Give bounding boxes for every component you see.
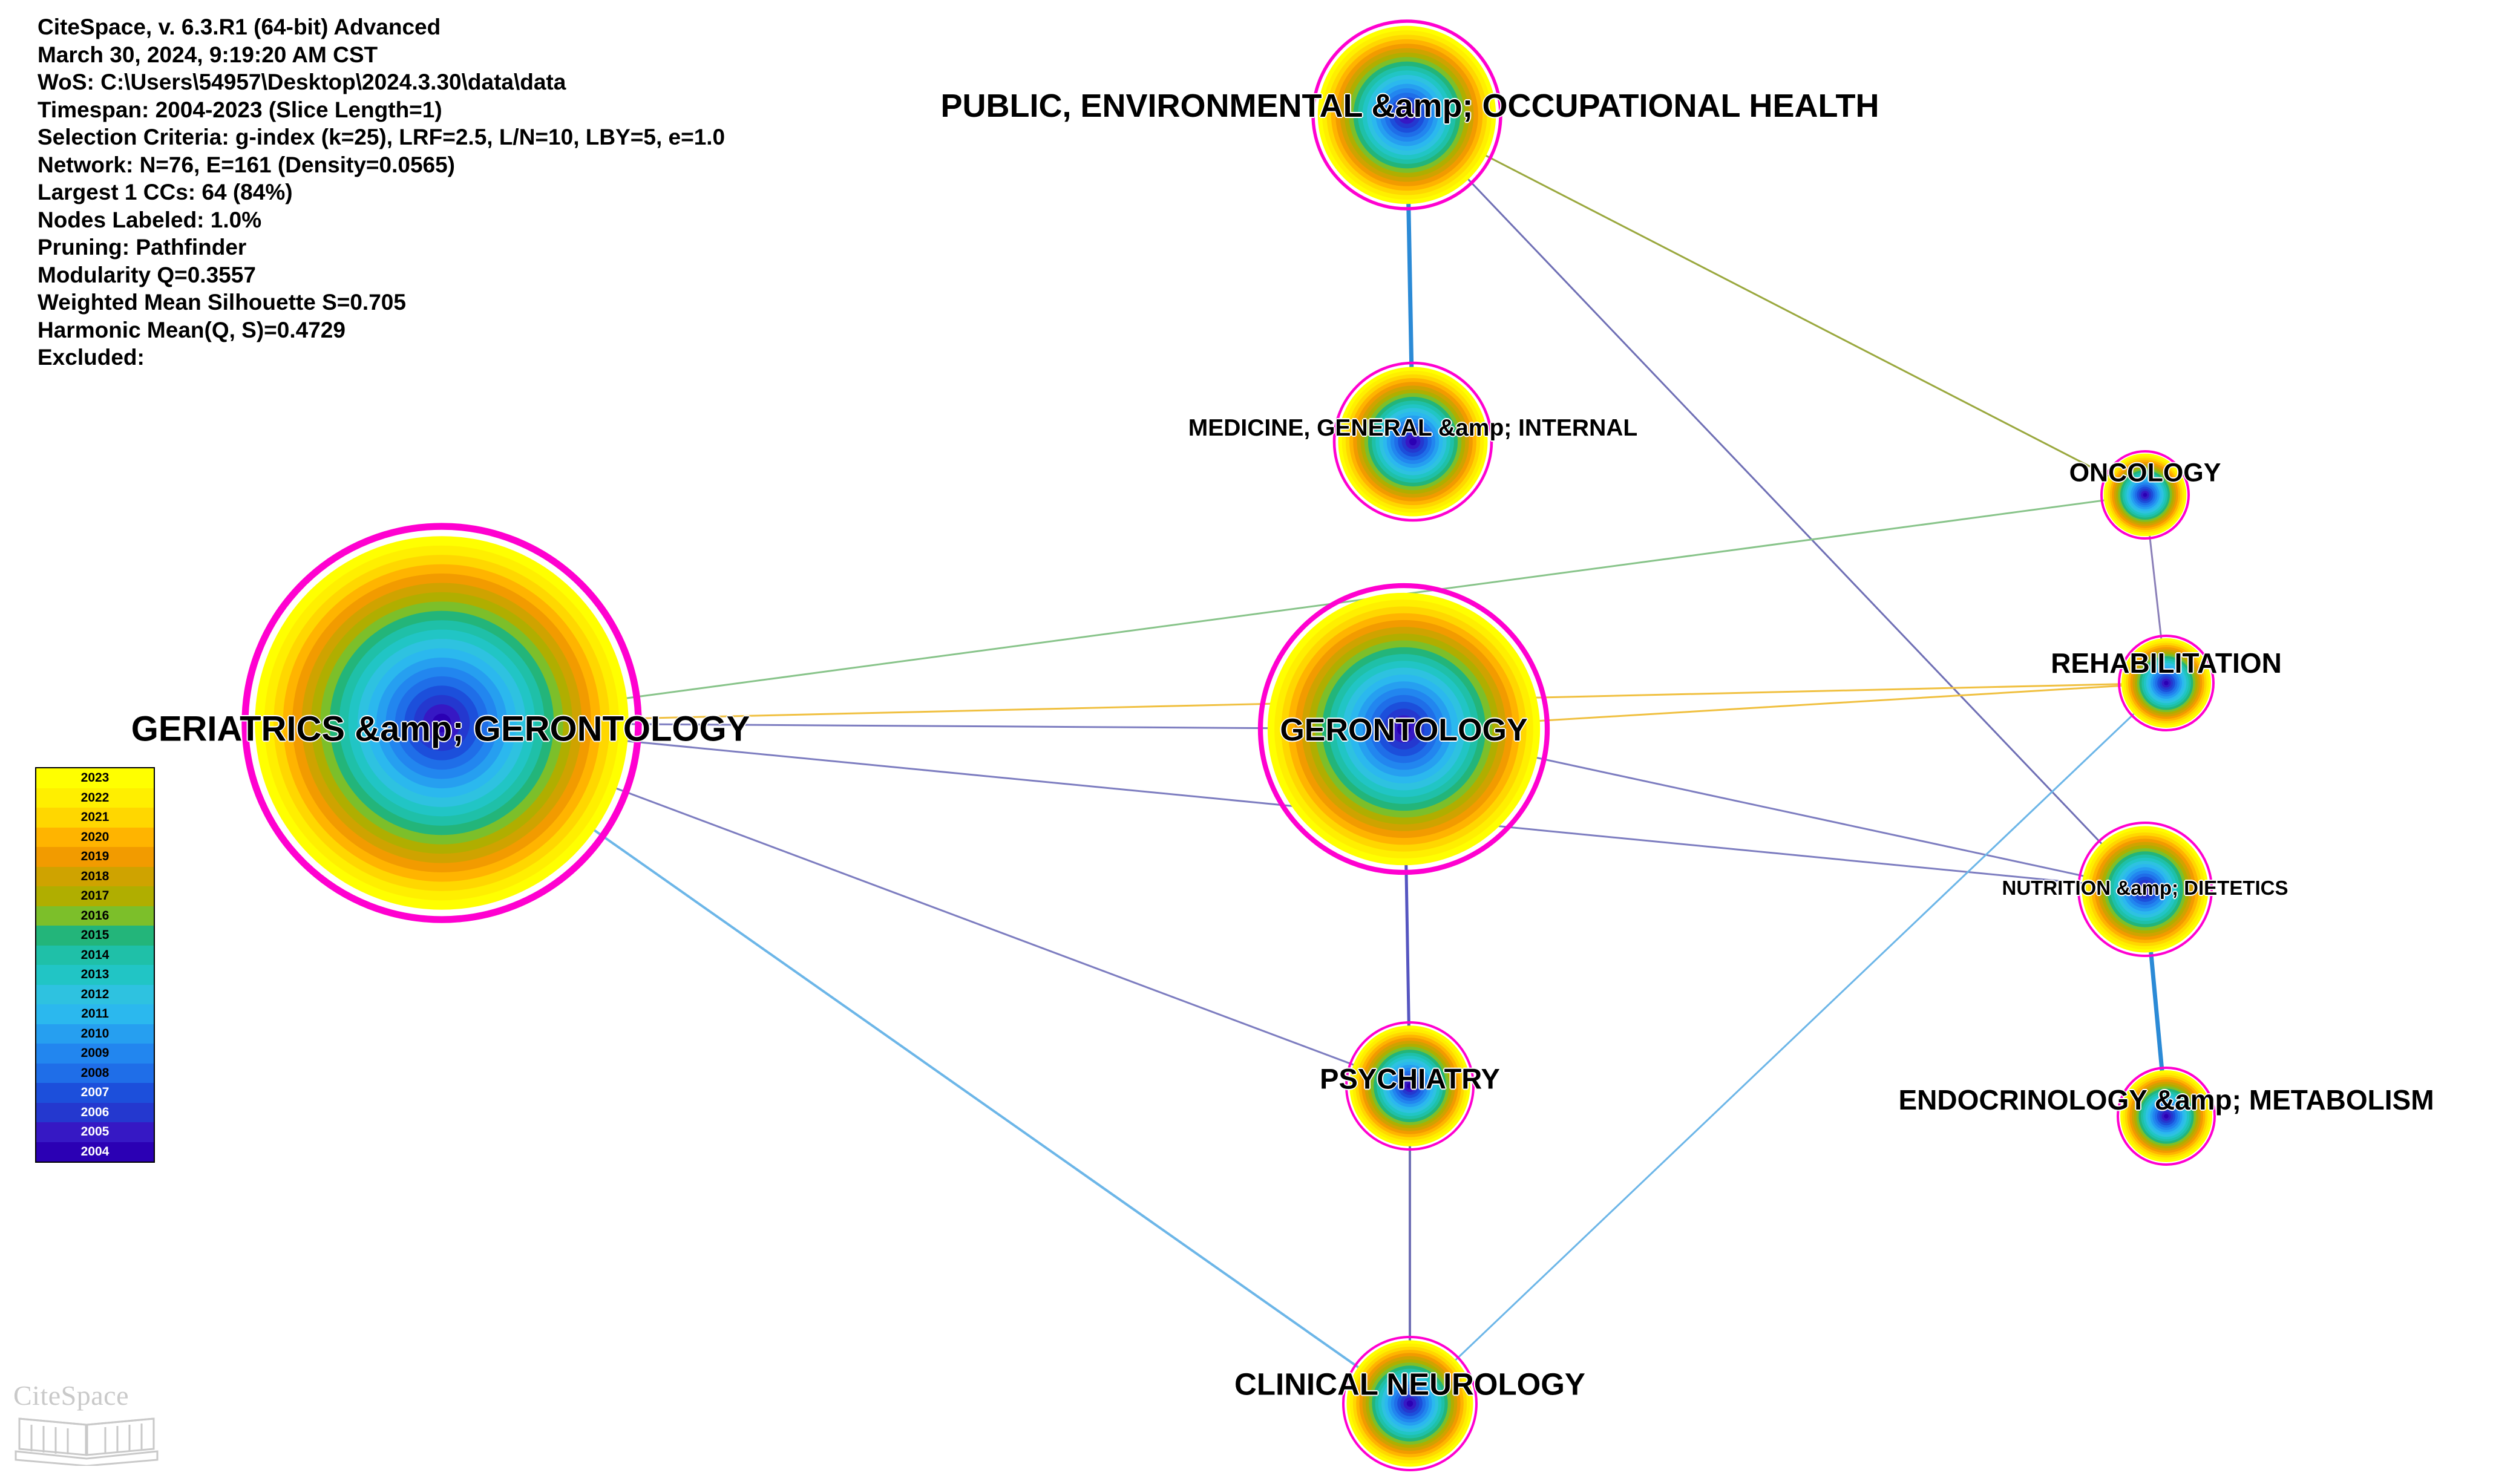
legend-row-2008: 2008: [36, 1064, 154, 1084]
node-label-psychiatry: PSYCHIATRY: [1320, 1062, 1500, 1095]
legend-row-2017: 2017: [36, 886, 154, 906]
info-line: Excluded:: [38, 345, 145, 370]
info-line: Harmonic Mean(Q, S)=0.4729: [38, 317, 346, 342]
node-label-endocrinology: ENDOCRINOLOGY &amp; METABOLISM: [1898, 1084, 2434, 1116]
legend-row-2019: 2019: [36, 847, 154, 867]
info-line: Modularity Q=0.3557: [38, 262, 256, 287]
citespace-logo-text: CiteSpace: [13, 1380, 129, 1411]
node-ring: [433, 714, 451, 733]
node-label-nutrition: NUTRITION &amp; DIETETICS: [2002, 877, 2288, 899]
legend-row-2013: 2013: [36, 965, 154, 985]
info-line: Selection Criteria: g-index (k=25), LRF=2.5, L/N=10, LBY=5, e=1.0: [38, 125, 726, 149]
node-geriatrics[interactable]: [245, 526, 638, 920]
node-label-gerontology: GERONTOLOGY: [1280, 713, 1528, 748]
node-ring: [2164, 681, 2168, 685]
legend-row-2005: 2005: [36, 1122, 154, 1142]
node-label-rehabilitation: REHABILITATION: [2051, 647, 2282, 679]
node-label-geriatrics: GERIATRICS &amp; GERONTOLOGY: [131, 709, 750, 749]
node-ring: [1407, 1083, 1413, 1089]
info-line: WoS: C:\Users\54957\Desktop\2024.3.30\data\data: [38, 70, 566, 94]
node-ring: [1397, 722, 1411, 736]
node-clinical_neurology[interactable]: [1343, 1337, 1476, 1470]
node-gerontology[interactable]: [1260, 586, 1547, 872]
legend-row-2015: 2015: [36, 926, 154, 946]
info-line: Largest 1 CCs: 64 (84%): [38, 180, 293, 204]
legend-row-2020: 2020: [36, 828, 154, 848]
node-nutrition[interactable]: [2079, 823, 2212, 956]
info-line: Nodes Labeled: 1.0%: [38, 207, 262, 232]
nodes-layer: [245, 21, 2215, 1470]
legend-row-2007: 2007: [36, 1083, 154, 1103]
node-label-public_health: PUBLIC, ENVIRONMENTAL &amp; OCCUPATIONAL HEALTH: [940, 88, 1879, 124]
node-rehabilitation[interactable]: [2119, 636, 2213, 730]
citespace-logo: [13, 1379, 177, 1470]
legend-row-2016: 2016: [36, 906, 154, 926]
node-ring: [1409, 438, 1417, 445]
legend-row-2006: 2006: [36, 1103, 154, 1123]
node-public_health[interactable]: [1313, 21, 1501, 209]
node-medicine_general[interactable]: [1334, 363, 1492, 520]
legend-row-2021: 2021: [36, 808, 154, 828]
node-ring: [2164, 1114, 2169, 1119]
info-line: CiteSpace, v. 6.3.R1 (64-bit) Advanced: [38, 15, 441, 39]
node-ring: [2143, 493, 2147, 497]
legend-row-2014: 2014: [36, 946, 154, 966]
legend-row-2009: 2009: [36, 1044, 154, 1064]
legend-row-2012: 2012: [36, 985, 154, 1005]
legend-row-2018: 2018: [36, 867, 154, 887]
legend-row-2023: 2023: [36, 768, 154, 788]
node-psychiatry[interactable]: [1346, 1022, 1473, 1149]
node-label-oncology: ONCOLOGY: [2069, 458, 2221, 488]
year-color-legend: [35, 767, 155, 1163]
node-label-medicine_general: MEDICINE, GENERAL &amp; INTERNAL: [1188, 415, 1638, 441]
node-ring: [1403, 111, 1412, 120]
legend-row-2004: 2004: [36, 1142, 154, 1162]
node-oncology[interactable]: [2102, 451, 2189, 538]
legend-row-2022: 2022: [36, 788, 154, 808]
info-line: Pruning: Pathfinder: [38, 235, 247, 260]
legend-row-2010: 2010: [36, 1024, 154, 1044]
info-line: Weighted Mean Silhouette S=0.705: [38, 290, 406, 315]
info-line: Network: N=76, E=161 (Density=0.0565): [38, 152, 455, 177]
edge-public_health-oncology: [1407, 115, 2145, 495]
citespace-book-icon: [13, 1411, 165, 1466]
legend-row-2011: 2011: [36, 1004, 154, 1024]
node-endocrinology[interactable]: [2118, 1068, 2215, 1165]
info-line: Timespan: 2004-2023 (Slice Length=1): [38, 97, 442, 122]
node-label-clinical_neurology: CLINICAL NEUROLOGY: [1234, 1367, 1585, 1402]
node-ring: [1407, 1401, 1413, 1407]
info-line: March 30, 2024, 9:19:20 AM CST: [38, 42, 378, 67]
node-ring: [2142, 886, 2148, 892]
